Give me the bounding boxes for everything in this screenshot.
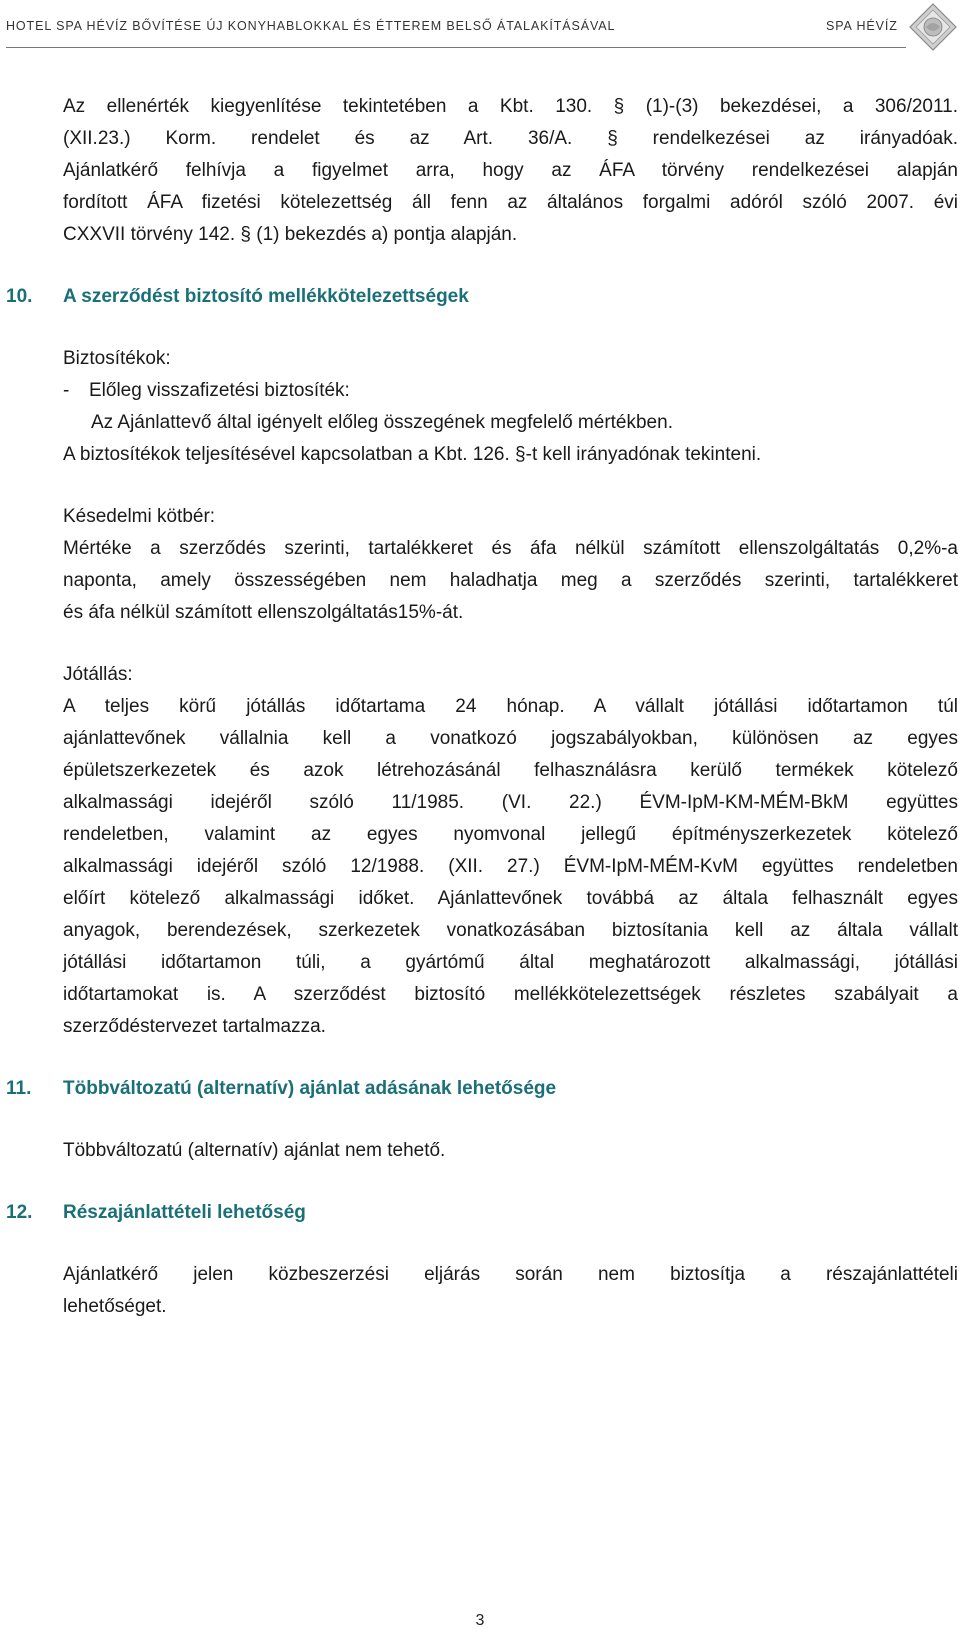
paragraph-line: előírt kötelező alkalmassági időket. Ajánlattevőnek továbbá az általa felhasznált egyes xyxy=(63,888,958,909)
paragraph-line: rendeletben, valamint az egyes nyomvonal jellegű építményszerkezetek kötelező xyxy=(63,824,958,845)
list-item-text: Az Ajánlattevő által igényelt előleg összegének megfelelő mértékben. xyxy=(91,412,673,433)
paragraph-line: fordított ÁFA fizetési kötelezettség áll fenn az általános forgalmi adóról szóló 2007. évi xyxy=(63,192,958,213)
spa-heviz-logo-icon xyxy=(908,2,958,52)
paragraph-line: alkalmassági idejéről szóló 12/1988. (XII. 27.) ÉVM-IpM-MÉM-KvM együttes rendeletben xyxy=(63,856,958,877)
paragraph-line: időtartamokat is. A szerződést biztosító mellékkötelezettségek részletes szabályait a xyxy=(63,984,958,1005)
paragraph-line: Ajánlatkérő jelen közbeszerzési eljárás során nem biztosítja a részajánlattételi xyxy=(63,1264,958,1285)
paragraph-line: A teljes körű jótállás időtartama 24 hónap. A vállalt jótállási időtartamon túl xyxy=(63,696,958,717)
list-item-title: Előleg visszafizetési biztosíték: xyxy=(89,380,350,401)
paragraph-line: Ajánlatkérő felhívja a figyelmet arra, hogy az ÁFA törvény rendelkezései alapján xyxy=(63,160,958,181)
partial-bid-paragraph xyxy=(63,1259,958,1323)
section-11-heading xyxy=(6,1073,958,1105)
section-title: A szerződést biztosító mellékkötelezettségek xyxy=(63,286,469,307)
payment-terms-paragraph xyxy=(63,91,958,251)
list-dash: - xyxy=(63,380,70,401)
page-header xyxy=(0,0,960,58)
paragraph-line: szerződéstervezet tartalmazza. xyxy=(63,1016,326,1037)
section-number: 11. xyxy=(6,1078,32,1099)
header-title: HOTEL SPA HÉVÍZ BŐVÍTÉSE ÚJ KONYHABLOKKAL ÉS ÉTTEREM BELSŐ ÁTALAKÍTÁSÁVAL xyxy=(6,19,616,33)
header-brand-label: SPA HÉVÍZ xyxy=(826,19,898,33)
alternative-bid-paragraph: Többváltozatú (alternatív) ajánlat nem tehető. xyxy=(63,1140,446,1161)
section-title: Többváltozatú (alternatív) ajánlat adásának lehetősége xyxy=(63,1078,557,1099)
paragraph-line: anyagok, berendezések, szerkezetek vonatkozásában biztosítania kell az általa vállalt xyxy=(63,920,958,941)
paragraph-line: lehetőséget. xyxy=(63,1296,167,1317)
list-item xyxy=(63,375,958,407)
page-number: 3 xyxy=(475,1612,485,1629)
penalty-paragraph xyxy=(63,533,958,629)
paragraph-line: (XII.23.) Korm. rendelet és az Art. 36/A. § rendelkezései az irányadóak. xyxy=(63,128,958,149)
paragraph-line: Mértéke a szerződés szerinti, tartalékkeret és áfa nélkül számított ellenszolgáltatás 0,2%-a xyxy=(63,538,958,559)
section-number: 10. xyxy=(6,286,33,307)
header-divider xyxy=(6,47,906,48)
paragraph-line: ajánlattevőnek vállalnia kell a vonatkozó jogszabályokban, különösen az egyes xyxy=(63,728,958,749)
guarantees-label: Biztosítékok: xyxy=(63,348,171,369)
guarantees-note: A biztosítékok teljesítésével kapcsolatban a Kbt. 126. §-t kell irányadónak tekinteni. xyxy=(63,444,762,465)
penalty-label: Késedelmi kötbér: xyxy=(63,506,216,527)
paragraph-line: épületszerkezetek és azok létrehozásánál felhasználásra kerülő termékek kötelező xyxy=(63,760,958,781)
section-number: 12. xyxy=(6,1202,33,1223)
section-12-heading xyxy=(6,1197,958,1229)
section-10-heading xyxy=(6,281,958,313)
warranty-paragraph xyxy=(63,691,958,1043)
document-body xyxy=(6,91,958,1323)
paragraph-line: CXXVII törvény 142. § (1) bekezdés a) pontja alapján. xyxy=(63,224,518,245)
warranty-label: Jótállás: xyxy=(63,664,133,685)
paragraph-line: naponta, amely összességében nem haladhatja meg a szerződés szerinti, tartalékkeret xyxy=(63,570,958,591)
paragraph-line: alkalmassági idejéről szóló 11/1985. (VI. 22.) ÉVM-IpM-KM-MÉM-BkM együttes xyxy=(63,792,958,813)
paragraph-line: jótállási időtartamon túli, a gyártómű által meghatározott alkalmassági, jótállási xyxy=(63,952,958,973)
paragraph-line: Az ellenérték kiegyenlítése tekintetében a Kbt. 130. § (1)-(3) bekezdései, a 306/2011. xyxy=(63,96,958,117)
section-title: Részajánlattételi lehetőség xyxy=(63,1202,306,1223)
paragraph-line: és áfa nélkül számított ellenszolgáltatás15%-át. xyxy=(63,602,464,623)
